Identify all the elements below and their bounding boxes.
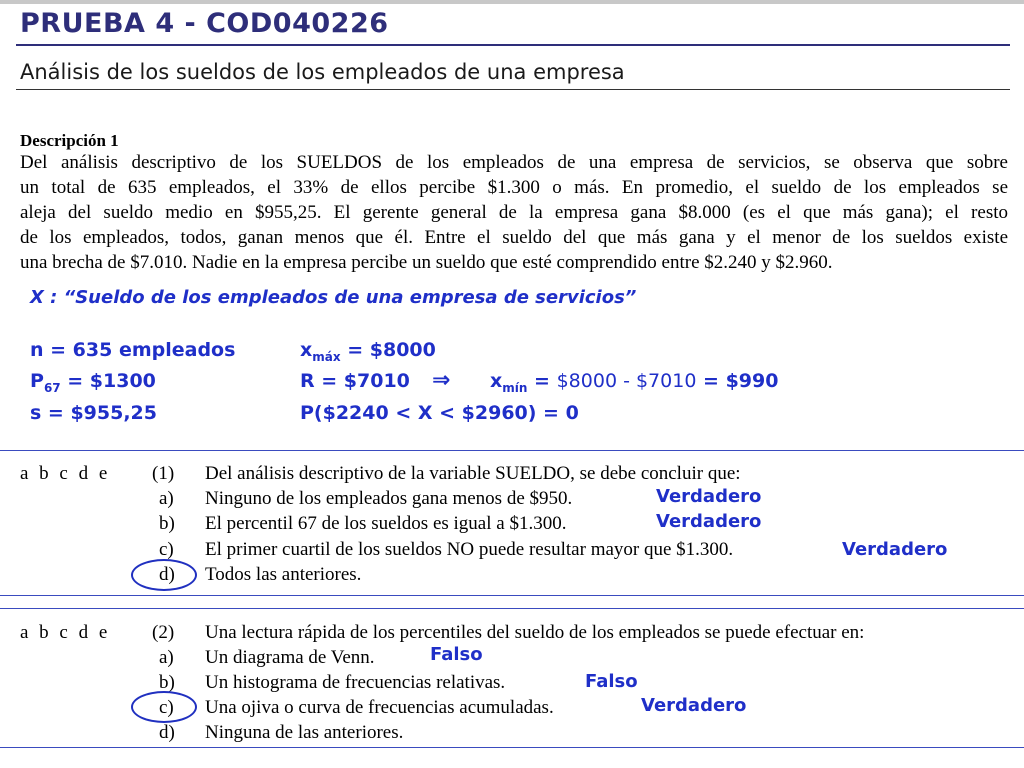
question-separator <box>0 608 1024 609</box>
note-probability: P($2240 < X < $2960) = 0 <box>300 402 579 424</box>
variable-definition: X : “Sueldo de los empleados de una empresa de servicios” <box>30 287 637 308</box>
note-xmin: $x_{mín}$ = $8000 - $7010 = $990 <box>490 370 779 395</box>
description-line: una brecha de $7.010. Nadie en la empresa percibe un sueldo que esté comprendido entre $2.240 y $2.960. <box>20 252 833 273</box>
option-label: a) <box>159 647 174 668</box>
option-text: El percentil 67 de los sueldos es igual a $1.300. <box>205 513 567 534</box>
note-s: s = $955,25 <box>30 402 157 424</box>
description-line: de los empleados, todos, ganan menos que él. Entre el sueldo del que más gana y el menor de los sueldos existe <box>20 227 1008 248</box>
option-verdict: Falso <box>430 644 483 665</box>
question-text: Del análisis descriptivo de la variable SUELDO, se debe concluir que: <box>205 463 741 484</box>
question-text: Una lectura rápida de los percentiles del sueldo de los empleados se puede efectuar en: <box>205 622 865 643</box>
option-label: a) <box>159 488 174 509</box>
note-p67: $P_{67}$ = $1300 <box>30 370 156 395</box>
option-text: Todos las anteriores. <box>205 564 362 585</box>
note-range: R = $7010 <box>300 370 410 392</box>
option-label: b) <box>159 513 175 534</box>
option-verdict: Falso <box>585 671 638 692</box>
option-verdict: Verdadero <box>842 539 948 560</box>
note-n: n = 635 empleados <box>30 339 236 361</box>
question-number: (1) <box>152 463 175 484</box>
answer-letters: a b c d e <box>20 463 108 484</box>
note-xmax: $x_{máx}$ = $8000 <box>300 339 436 364</box>
question-separator <box>0 595 1024 596</box>
option-verdict: Verdadero <box>656 511 762 532</box>
option-text: El primer cuartil de los sueldos NO puede resultar mayor que $1.300. <box>205 539 734 560</box>
implies-arrow-icon: ⇒ <box>432 368 451 393</box>
option-label: c) <box>159 697 174 718</box>
page-title: PRUEBA 4 - COD040226 <box>20 8 389 39</box>
question-number: (2) <box>152 622 175 643</box>
description-line: Del análisis descriptivo de los SUELDOS de los empleados de una empresa de servicios, se observa que sobre <box>20 152 1008 173</box>
description-line: un total de 635 empleados, el 33% de ellos percibe $1.300 o más. En promedio, el sueldo de los empleados se <box>20 177 1008 198</box>
option-label: c) <box>159 539 174 560</box>
page-subtitle: Análisis de los sueldos de los empleados de una empresa <box>20 60 625 84</box>
answer-letters: a b c d e <box>20 622 108 643</box>
question-separator <box>0 450 1024 451</box>
option-verdict: Verdadero <box>641 695 747 716</box>
question-separator <box>0 747 1024 748</box>
window-top-strip <box>0 0 1024 4</box>
option-label: b) <box>159 672 175 693</box>
option-text: Un diagrama de Venn. <box>205 647 375 668</box>
option-text: Ninguno de los empleados gana menos de $950. <box>205 488 573 509</box>
description-heading: Descripción 1 <box>20 131 119 150</box>
selected-answer-circle <box>131 559 197 591</box>
option-label: d) <box>159 564 175 585</box>
selected-answer-circle <box>131 691 197 723</box>
option-text: Ninguna de las anteriores. <box>205 722 404 743</box>
option-label: d) <box>159 722 175 743</box>
option-verdict: Verdadero <box>656 486 762 507</box>
title-divider <box>16 44 1010 46</box>
subtitle-divider <box>16 89 1010 90</box>
description-line: aleja del sueldo medio en $955,25. El gerente general de la empresa gana $8.000 (es el que más gana); el resto <box>20 202 1008 223</box>
option-text: Un histograma de frecuencias relativas. <box>205 672 506 693</box>
option-text: Una ojiva o curva de frecuencias acumuladas. <box>205 697 554 718</box>
